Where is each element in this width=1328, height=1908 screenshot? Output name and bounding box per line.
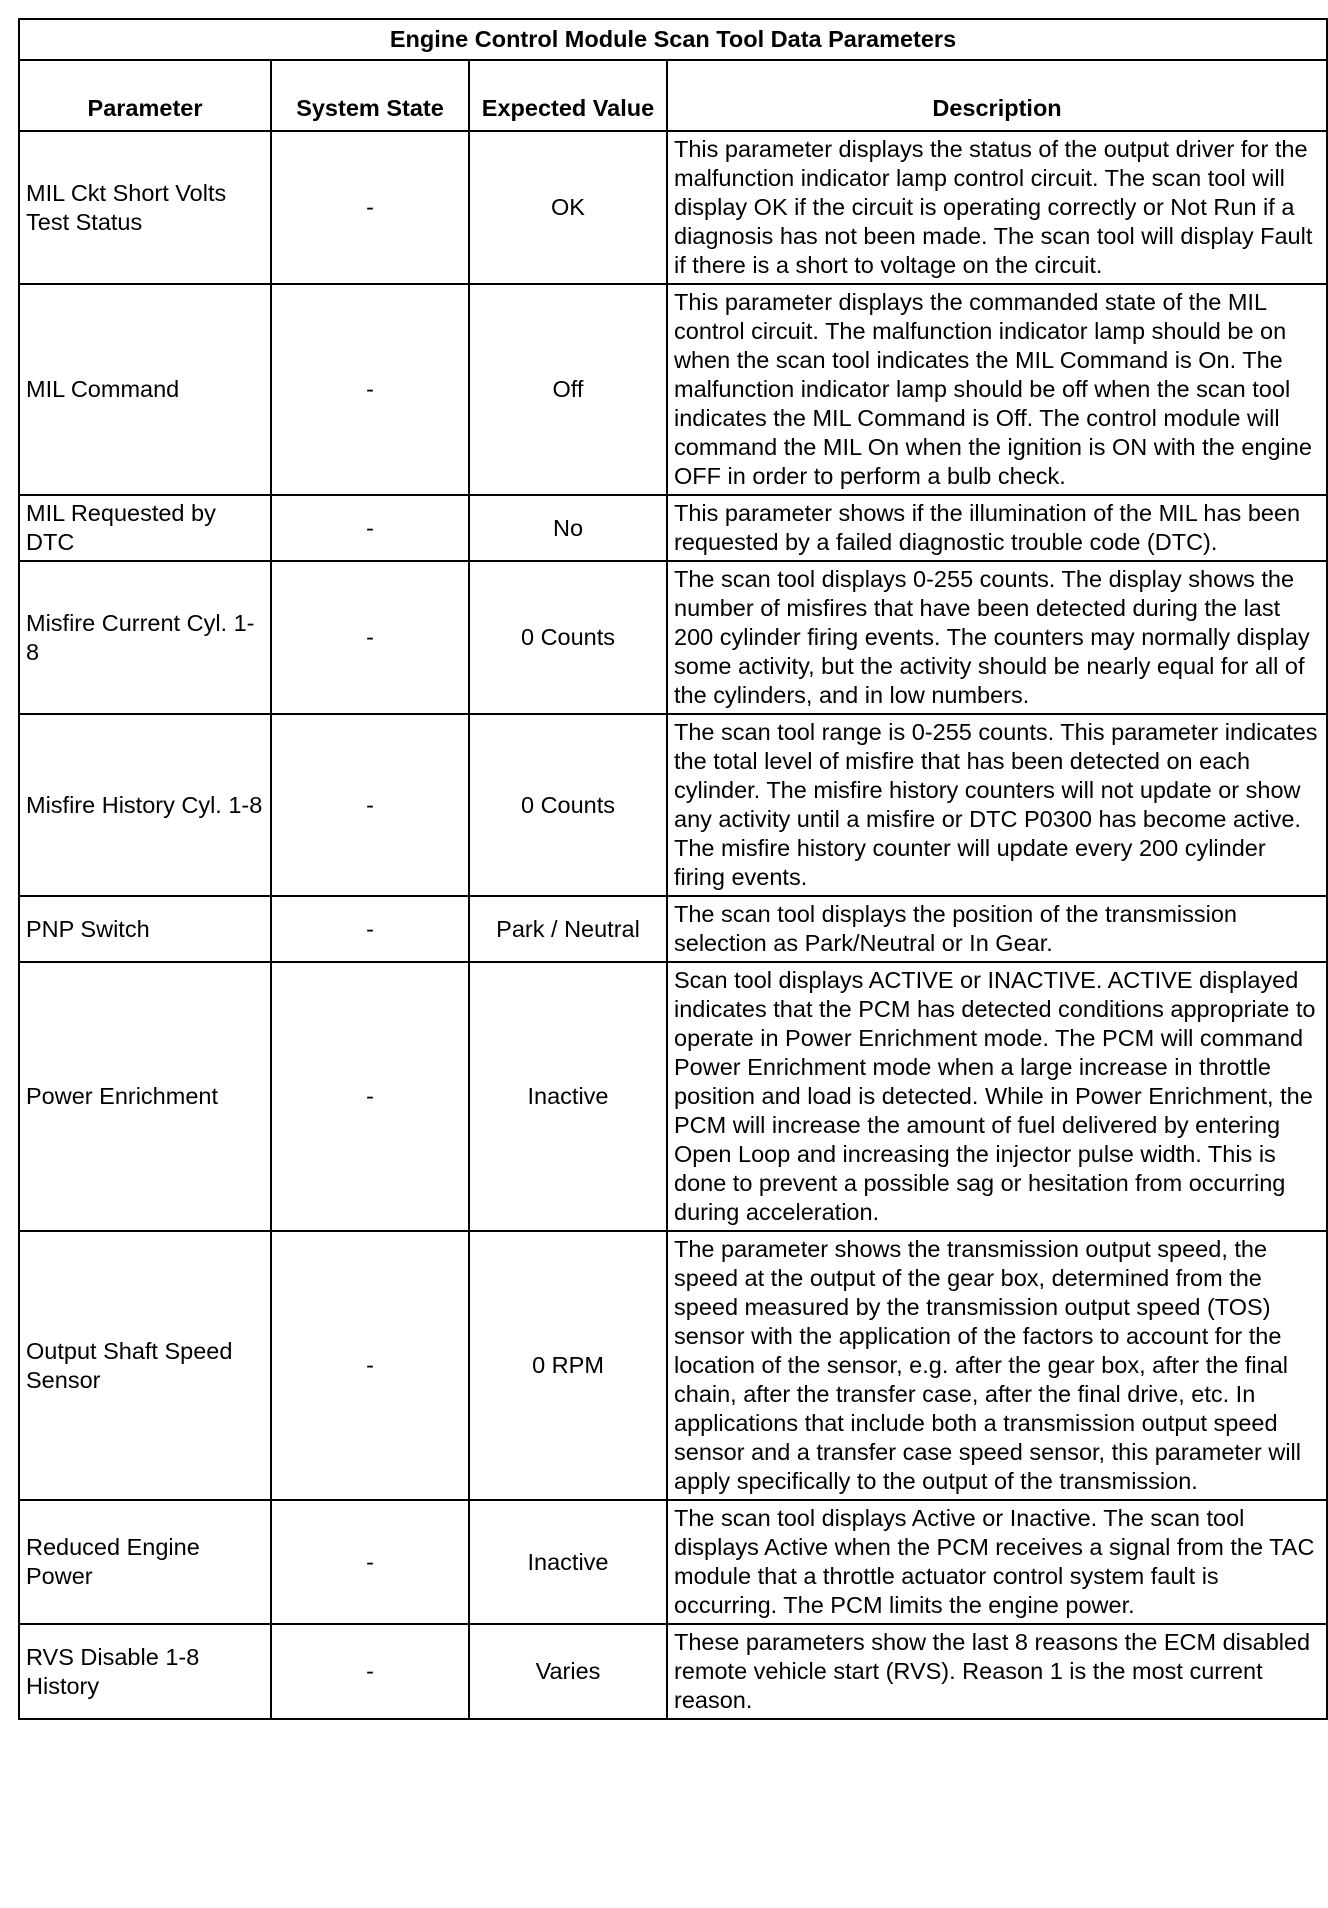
system-state-cell: - <box>271 962 469 1231</box>
parameter-cell: MIL Command <box>19 284 271 495</box>
table-row <box>19 561 1327 714</box>
table-row <box>19 131 1327 284</box>
expected-value-cell: Inactive <box>469 1500 667 1624</box>
parameter-cell: MIL Requested by DTC <box>19 495 271 561</box>
parameter-cell: Reduced Engine Power <box>19 1500 271 1624</box>
header-parameter: Parameter <box>19 60 271 131</box>
expected-value-cell: Varies <box>469 1624 667 1719</box>
header-row <box>19 60 1327 131</box>
description-cell: The scan tool displays Active or Inactive. The scan tool displays Active when the PCM receives a signal from the TAC module that a throttle actuator control system fault is occurring. The PCM limits the engine power. <box>667 1500 1327 1624</box>
system-state-cell: - <box>271 1500 469 1624</box>
header-system-state: System State <box>271 60 469 131</box>
system-state-cell: - <box>271 1231 469 1500</box>
description-cell: This parameter shows if the illumination of the MIL has been requested by a failed diagnostic trouble code (DTC). <box>667 495 1327 561</box>
parameter-cell: MIL Ckt Short Volts Test Status <box>19 131 271 284</box>
expected-value-cell: 0 Counts <box>469 714 667 896</box>
scan-tool-data-table <box>18 18 1328 1720</box>
description-cell: These parameters show the last 8 reasons the ECM disabled remote vehicle start (RVS). Reason 1 is the most current reason. <box>667 1624 1327 1719</box>
description-cell: This parameter displays the status of the output driver for the malfunction indicator lamp control circuit. The scan tool will display OK if the circuit is operating correctly or Not Run if a diagnosis has not been made. The scan tool will display Fault if there is a short to voltage on the circuit. <box>667 131 1327 284</box>
parameter-cell: Output Shaft Speed Sensor <box>19 1231 271 1500</box>
table-row <box>19 495 1327 561</box>
expected-value-cell: OK <box>469 131 667 284</box>
parameter-cell: PNP Switch <box>19 896 271 962</box>
description-cell: The scan tool displays the position of the transmission selection as Park/Neutral or In Gear. <box>667 896 1327 962</box>
system-state-cell: - <box>271 131 469 284</box>
parameter-cell: RVS Disable 1-8 History <box>19 1624 271 1719</box>
parameter-cell: Misfire Current Cyl. 1-8 <box>19 561 271 714</box>
expected-value-cell: Park / Neutral <box>469 896 667 962</box>
system-state-cell: - <box>271 1624 469 1719</box>
expected-value-cell: Off <box>469 284 667 495</box>
expected-value-cell: 0 RPM <box>469 1231 667 1500</box>
header-expected-value: Expected Value <box>469 60 667 131</box>
expected-value-cell: 0 Counts <box>469 561 667 714</box>
system-state-cell: - <box>271 896 469 962</box>
system-state-cell: - <box>271 561 469 714</box>
table-row <box>19 1231 1327 1500</box>
system-state-cell: - <box>271 284 469 495</box>
description-cell: This parameter displays the commanded state of the MIL control circuit. The malfunction indicator lamp should be on when the scan tool indicates the MIL Command is On. The malfunction indicator lamp should be off when the scan tool indicates the MIL Command is Off. The control module will command the MIL On when the ignition is ON with the engine OFF in order to perform a bulb check. <box>667 284 1327 495</box>
expected-value-cell: No <box>469 495 667 561</box>
parameter-cell: Power Enrichment <box>19 962 271 1231</box>
table-title: Engine Control Module Scan Tool Data Parameters <box>19 19 1327 60</box>
table-row <box>19 714 1327 896</box>
table-row <box>19 962 1327 1231</box>
table-row <box>19 1500 1327 1624</box>
description-cell: The scan tool range is 0-255 counts. This parameter indicates the total level of misfire that has been detected on each cylinder. The misfire history counters will not update or show any activity until a misfire or DTC P0300 has become active. The misfire history counter will update every 200 cylinder firing events. <box>667 714 1327 896</box>
header-description: Description <box>667 60 1327 131</box>
table-row <box>19 896 1327 962</box>
expected-value-cell: Inactive <box>469 962 667 1231</box>
system-state-cell: - <box>271 495 469 561</box>
description-cell: The scan tool displays 0-255 counts. The display shows the number of misfires that have been detected during the last 200 cylinder firing events. The counters may normally display some activity, but the activity should be nearly equal for all of the cylinders, and in low numbers. <box>667 561 1327 714</box>
table-row <box>19 284 1327 495</box>
table-row <box>19 1624 1327 1719</box>
description-cell: The parameter shows the transmission output speed, the speed at the output of the gear box, determined from the speed measured by the transmission output speed (TOS) sensor with the application of the factors to account for the location of the sensor, e.g. after the gear box, after the final chain, after the transfer case, after the final drive, etc. In applications that include both a transmission output speed sensor and a transfer case speed sensor, this parameter will apply specifically to the output of the transmission. <box>667 1231 1327 1500</box>
table-title-row <box>19 19 1327 60</box>
description-cell: Scan tool displays ACTIVE or INACTIVE. ACTIVE displayed indicates that the PCM has detected conditions appropriate to operate in Power Enrichment mode. The PCM will command Power Enrichment mode when a large increase in throttle position and load is detected. While in Power Enrichment, the PCM will increase the amount of fuel delivered by entering Open Loop and increasing the injector pulse width. This is done to prevent a possible sag or hesitation from occurring during acceleration. <box>667 962 1327 1231</box>
system-state-cell: - <box>271 714 469 896</box>
parameter-cell: Misfire History Cyl. 1-8 <box>19 714 271 896</box>
